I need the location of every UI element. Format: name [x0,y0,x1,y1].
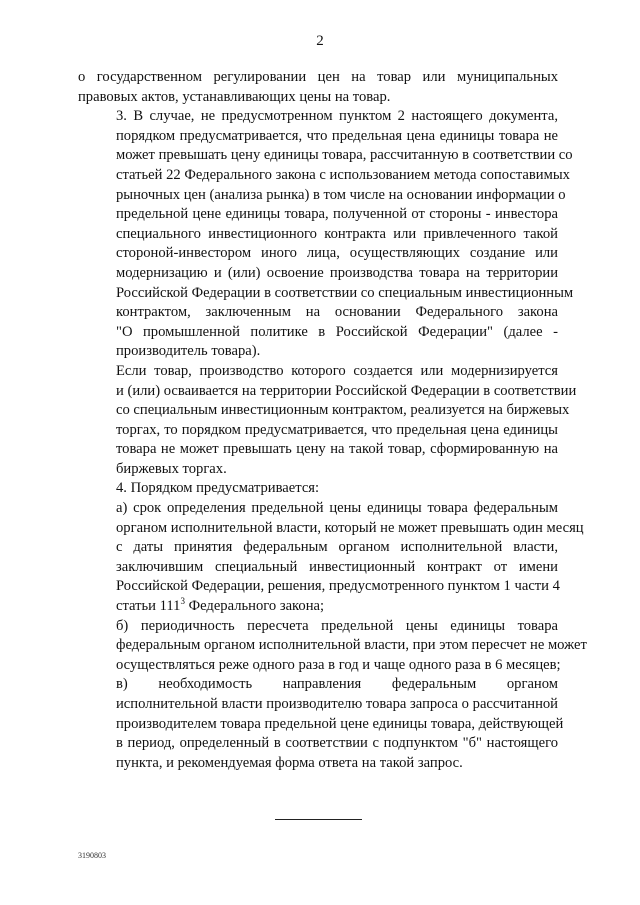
text-line: специального инвестиционного контракта или привлеченного такой [116,225,558,242]
text-line: может превышать цену единицы товара, рассчитанную в соответствии со [116,147,573,164]
text-line: со специальным инвестиционным контрактом, реализуется на биржевых [116,402,570,419]
page-number: 2 [316,33,324,49]
body-text [78,68,587,773]
text-line: контрактом, заключенным на основании Федерального закона [116,304,558,321]
text-line: "О промышленной политике в Российской Федерации" (далее - [116,323,558,340]
paragraph [78,68,558,107]
text-line: торгах, то порядком предусматривается, что предельная цена единицы [116,421,558,438]
text-line: органом исполнительной власти, который не может превышать один месяц [116,519,584,536]
text-line: Если товар, производство которого создается или модернизируется [116,362,558,379]
text-line: в) необходимость направления федеральным органом [116,676,558,693]
text-line: биржевых торгах. [116,460,227,477]
text-line: стороной-инвестором иного лица, осуществляющих создание или [116,245,558,262]
text-line: с даты принятия федеральным органом исполнительной власти, [116,539,558,556]
text-line: б) периодичность пересчета предельной цены единицы товара [116,617,558,634]
text-line: о государственном регулировании цен на товар или муниципальных [78,69,558,85]
text-line: Российской Федерации в соответствии со специальным инвестиционным [116,284,574,301]
text-line: производитель товара). [116,343,261,360]
text-line: правовых актов, устанавливающих цены на товар. [78,88,391,105]
text-line: статьей 22 Федерального закона с использованием метода сопоставимых [116,166,570,183]
text-line: 3. В случае, не предусмотренном пунктом 2 настоящего документа, [116,108,558,125]
text-line: федеральным органом исполнительной власти, при этом пересчет не может [116,637,587,654]
paragraph [78,362,577,480]
text-fragment: Федерального закона; [184,598,325,615]
text-line: исполнительной власти производителю товара запроса о рассчитанной [116,696,558,712]
document-code: 3190803 [78,851,106,860]
text-line: пункта, и рекомендуемая форма ответа на такой запрос. [116,754,463,771]
footnote-divider [275,819,362,820]
text-line: а) срок определения предельной цены единицы товара федеральным [116,500,558,517]
paragraph [78,107,574,362]
text-line: предельной цене единицы товара, полученной от стороны - инвестора [116,206,558,223]
paragraph [78,479,558,499]
text-line: и (или) осваивается на территории Российской Федерации в соответствии [116,382,577,399]
paragraph [78,499,584,617]
text-line: осуществляться реже одного раза в год и чаще одного раза в 6 месяцев; [116,656,561,673]
paragraph [78,617,587,676]
paragraph [78,675,564,773]
text-line: 4. Порядком предусматривается: [116,480,320,497]
superscript: 3 [180,596,185,607]
text-fragment: статьи 111 [116,598,181,615]
text-line: в период, определенный в соответствии с подпунктом "б" настоящего [116,735,558,752]
text-line: заключившим специальный инвестиционный контракт от имени [116,558,558,575]
text-line: товара не может превышать цену на такой товар, сформированную на [116,441,558,458]
text-line [78,597,558,617]
text-line: производителем товара предельной цене единицы товара, действующей [116,715,564,732]
text-line: порядком предусматривается, что предельная цена единицы товара не [116,127,558,144]
text-line: Российской Федерации, решения, предусмотренного пунктом 1 части 4 [116,578,560,595]
text-line: модернизацию и (или) освоение производства товара на территории [116,264,558,281]
text-line: рыночных цен (анализа рынка) в том числе на основании информации о [116,186,566,203]
